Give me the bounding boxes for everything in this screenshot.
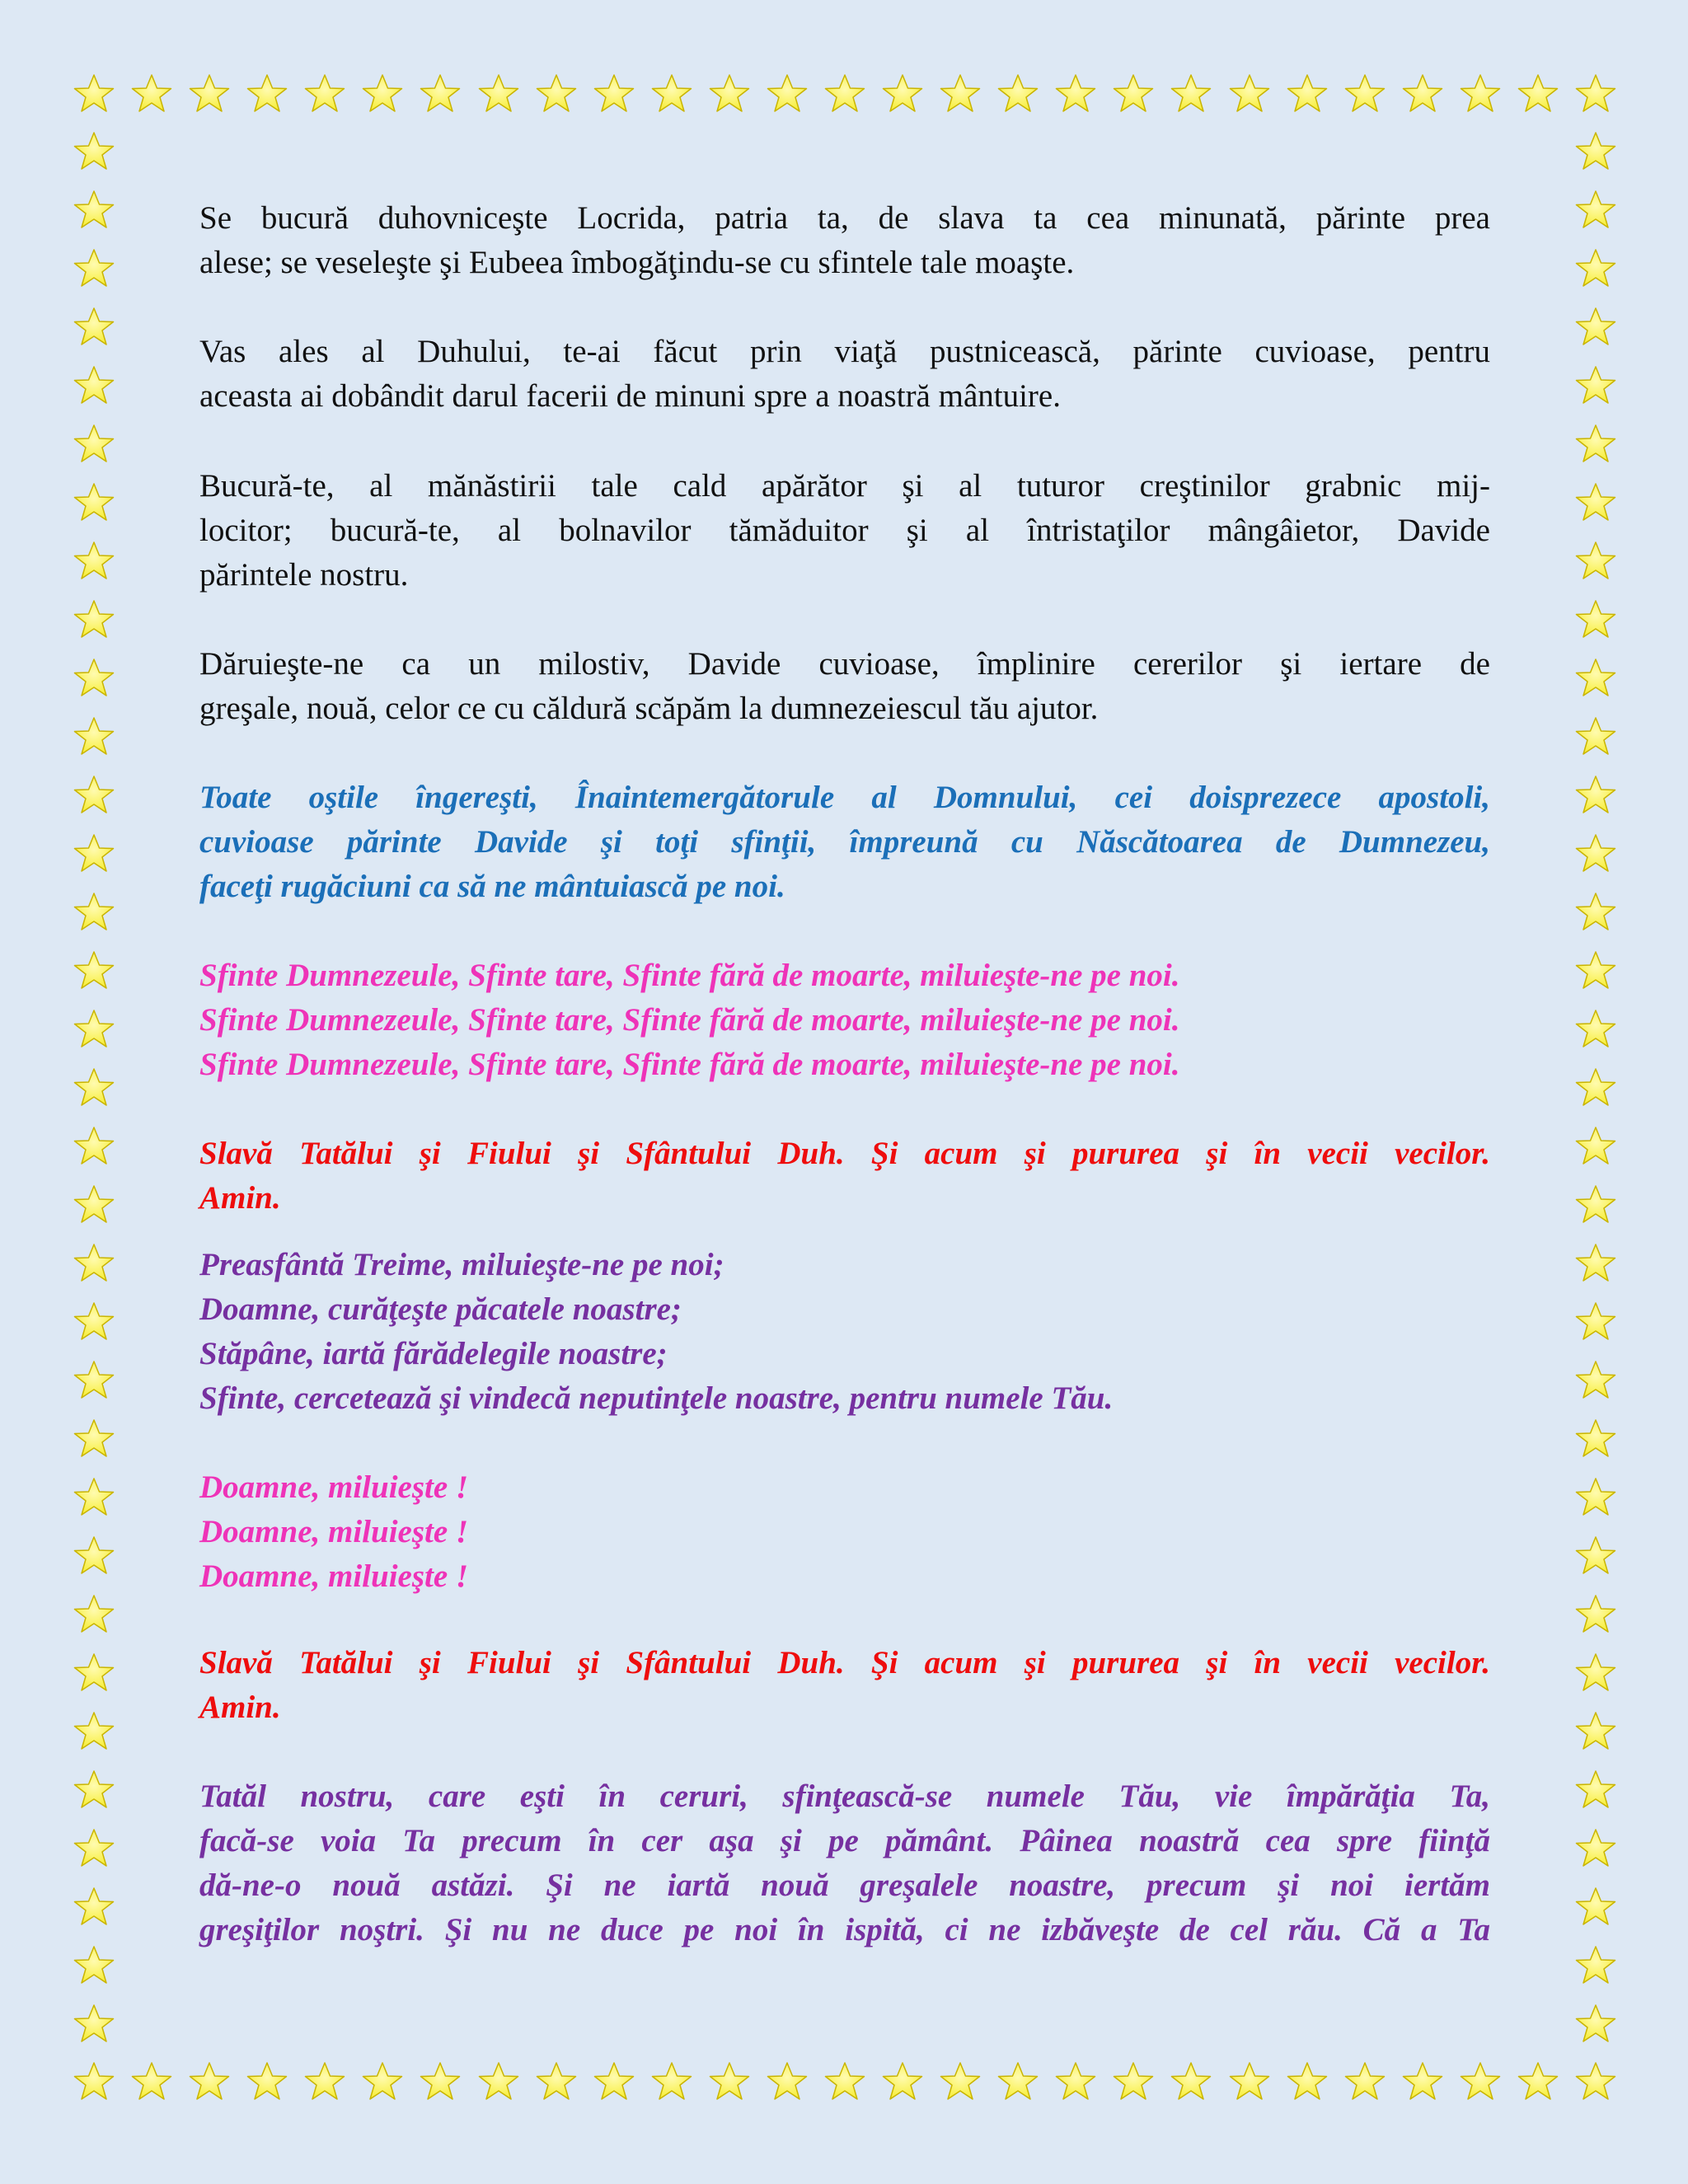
star-icon (823, 73, 866, 115)
star-icon (73, 73, 115, 115)
star-icon (1574, 1125, 1617, 1168)
star-icon (477, 73, 520, 115)
star-icon (1574, 832, 1617, 875)
text-line: locitor; bucură-te, al bolnavilor tămăduitor şi al întristaţilor mângâietor, Davide (199, 513, 1490, 548)
star-icon (1574, 423, 1617, 466)
text-line: Doamne, miluieşte ! (199, 1469, 469, 1505)
paragraph-slava-1 (199, 1132, 1490, 1221)
star-icon (1517, 73, 1559, 115)
star-icon (996, 2060, 1039, 2103)
star-icon (1517, 2060, 1559, 2103)
star-icon (1228, 73, 1271, 115)
star-icon (1574, 481, 1617, 524)
paragraph-preasfanta-treime (199, 1243, 1490, 1421)
star-icon (1170, 73, 1212, 115)
star-icon (73, 1710, 115, 1753)
star-icon (73, 774, 115, 817)
paragraph-tatal-nostru (199, 1774, 1490, 1952)
star-icon (1574, 1593, 1617, 1636)
star-icon (1112, 73, 1155, 115)
star-icon (73, 423, 115, 466)
star-icon (73, 657, 115, 700)
text-line: Amin. (199, 1690, 281, 1725)
star-icon (1228, 2060, 1271, 2103)
star-icon (1574, 1535, 1617, 1577)
star-icon (419, 2060, 462, 2103)
star-icon (246, 73, 288, 115)
star-icon (1286, 2060, 1329, 2103)
star-icon (1574, 1183, 1617, 1226)
star-icon (708, 2060, 751, 2103)
star-icon (73, 1593, 115, 1636)
star-icon (1574, 1066, 1617, 1109)
star-icon (73, 1125, 115, 1168)
star-icon (1574, 2003, 1617, 2046)
star-icon (1459, 73, 1502, 115)
star-icon (73, 364, 115, 407)
star-icon (1401, 73, 1444, 115)
star-icon (73, 130, 115, 173)
paragraph-daruieste (199, 642, 1490, 731)
paragraph-slava-2 (199, 1641, 1490, 1730)
star-icon (1574, 891, 1617, 934)
star-icon (73, 832, 115, 875)
text-line: Toate oştile îngereşti, Înaintemergătorule al Domnului, cei doisprezece apostoli, (199, 780, 1490, 815)
star-icon (1574, 1008, 1617, 1051)
text-line: Se bucură duhovniceşte Locrida, patria ta, de slava ta cea minunată, părinte prea (199, 200, 1490, 236)
star-icon (593, 73, 635, 115)
star-icon (73, 1242, 115, 1285)
star-icon (939, 2060, 982, 2103)
star-icon (1112, 2060, 1155, 2103)
star-icon (766, 2060, 809, 2103)
text-line: alese; se veseleşte şi Eubeea îmbogăţindu-se cu sfintele tale moaşte. (199, 245, 1075, 280)
star-icon (73, 1476, 115, 1519)
text-line: greşiţilor noştri. Şi nu ne duce pe noi în ispită, ci ne izbăveşte de cel rău. Că a Ta (199, 1912, 1490, 1947)
star-icon (419, 73, 462, 115)
star-icon (361, 2060, 404, 2103)
text-line: Dăruieşte-ne ca un milostiv, Davide cuvioase, împlinire cererilor şi iertare de (199, 646, 1490, 682)
star-icon (881, 2060, 924, 2103)
text-line: Slavă Tatălui şi Fiului şi Sfântului Duh. Şi acum şi pururea şi în vecii vecilor. (199, 1136, 1490, 1171)
text-line: greşale, nouă, celor ce cu căldură scăpăm la dumnezeiescul tău ajutor. (199, 691, 1099, 726)
star-icon (1574, 598, 1617, 641)
star-icon (73, 598, 115, 641)
star-icon (1343, 2060, 1386, 2103)
star-icon (73, 2060, 115, 2103)
star-icon (1459, 2060, 1502, 2103)
star-icon (1401, 2060, 1444, 2103)
star-icon (73, 189, 115, 232)
star-icon (650, 2060, 693, 2103)
star-icon (73, 306, 115, 349)
star-icon (1170, 2060, 1212, 2103)
star-icon (1574, 130, 1617, 173)
star-icon (1574, 364, 1617, 407)
star-icon (361, 73, 404, 115)
star-icon (1574, 1827, 1617, 1870)
text-line: Sfinte Dumnezeule, Sfinte tare, Sfinte fără de moarte, miluieşte-ne pe noi. (199, 1047, 1180, 1082)
text-line: Vas ales al Duhului, te-ai făcut prin viaţă pustnicească, părinte cuvioase, pentru (199, 334, 1490, 369)
star-icon (1574, 1476, 1617, 1519)
star-icon (535, 73, 578, 115)
star-icon (1574, 73, 1617, 115)
star-icon (708, 73, 751, 115)
star-icon (73, 1886, 115, 1929)
text-line: faceţi rugăciuni ca să ne mântuiască pe noi. (199, 869, 785, 904)
text-line: Doamne, miluieşte ! (199, 1514, 469, 1549)
star-icon (1574, 306, 1617, 349)
star-icon (73, 1301, 115, 1343)
star-icon (246, 2060, 288, 2103)
text-line: Doamne, curăţeşte păcatele noastre; (199, 1291, 682, 1327)
star-icon (303, 2060, 346, 2103)
text-line: Sfinte Dumnezeule, Sfinte tare, Sfinte fără de moarte, miluieşte-ne pe noi. (199, 958, 1180, 993)
star-icon (73, 1008, 115, 1051)
star-icon (73, 2003, 115, 2046)
star-icon (766, 73, 809, 115)
star-icon (1574, 1944, 1617, 1987)
star-icon (1574, 2060, 1617, 2103)
star-icon (1574, 1886, 1617, 1929)
text-line: dă-ne-o nouă astăzi. Şi ne iartă nouă greşalele noastre, precum şi noi iertăm (199, 1868, 1490, 1903)
star-icon (73, 481, 115, 524)
star-icon (73, 1827, 115, 1870)
star-icon (1574, 1710, 1617, 1753)
star-icon (823, 2060, 866, 2103)
star-icon (1574, 1301, 1617, 1343)
text-line: facă-se voia Ta precum în cer aşa şi pe pământ. Pâinea noastră cea spre fiinţă (199, 1823, 1490, 1858)
star-icon (303, 73, 346, 115)
star-icon (73, 247, 115, 290)
paragraph-doamne-miluieste (199, 1465, 1490, 1599)
star-icon (130, 2060, 173, 2103)
star-icon (1343, 73, 1386, 115)
star-icon (1574, 1242, 1617, 1285)
star-icon (535, 2060, 578, 2103)
text-line: Bucură-te, al mănăstirii tale cald apărător şi al tuturor creştinilor grabnic mij- (199, 468, 1490, 504)
paragraph-bucura-te (199, 464, 1490, 598)
star-icon (1574, 247, 1617, 290)
star-icon (1574, 1769, 1617, 1811)
star-icon (73, 715, 115, 758)
star-icon (939, 73, 982, 115)
star-icon (1054, 73, 1097, 115)
star-icon (73, 1769, 115, 1811)
text-line: Doamne, miluieşte ! (199, 1558, 469, 1594)
star-icon (650, 73, 693, 115)
text-line: cuvioase părinte Davide şi toţi sfinţii, împreună cu Născătoarea de Dumnezeu, (199, 824, 1490, 860)
star-icon (188, 73, 231, 115)
star-icon (73, 540, 115, 583)
star-icon (73, 1359, 115, 1402)
text-line: Stăpâne, iartă fărădelegile noastre; (199, 1336, 668, 1371)
star-icon (1574, 1652, 1617, 1694)
star-icon (73, 1652, 115, 1694)
star-icon (130, 73, 173, 115)
star-icon (73, 891, 115, 934)
star-icon (1574, 1359, 1617, 1402)
text-line: Preasfântă Treime, miluieşte-ne pe noi; (199, 1247, 724, 1282)
star-icon (73, 1066, 115, 1109)
text-line: aceasta ai dobândit darul facerii de minuni spre a noastră mântuire. (199, 378, 1061, 414)
text-line: Sfinte Dumnezeule, Sfinte tare, Sfinte fără de moarte, miluieşte-ne pe noi. (199, 1002, 1180, 1038)
star-icon (188, 2060, 231, 2103)
star-icon (1286, 73, 1329, 115)
star-icon (1574, 774, 1617, 817)
paragraph-vas-ales (199, 330, 1490, 419)
star-icon (1574, 540, 1617, 583)
text-line: părintele nostru. (199, 557, 409, 593)
star-icon (477, 2060, 520, 2103)
paragraph-toate-ostile (199, 776, 1490, 909)
star-icon (73, 1535, 115, 1577)
text-line: Tatăl nostru, care eşti în ceruri, sfinţească-se numele Tău, vie împărăţia Ta, (199, 1779, 1490, 1814)
star-icon (1054, 2060, 1097, 2103)
text-line: Amin. (199, 1180, 281, 1216)
paragraph-locrida (199, 196, 1490, 285)
star-icon (1574, 657, 1617, 700)
star-icon (996, 73, 1039, 115)
star-icon (881, 73, 924, 115)
star-icon (73, 1418, 115, 1460)
paragraph-sfinte-dumnezeule (199, 954, 1490, 1087)
text-line: Slavă Tatălui şi Fiului şi Sfântului Duh. Şi acum şi pururea şi în vecii vecilor. (199, 1645, 1490, 1680)
text-line: Sfinte, cercetează şi vindecă neputinţele noastre, pentru numele Tău. (199, 1380, 1114, 1416)
star-icon (1574, 1418, 1617, 1460)
star-icon (1574, 189, 1617, 232)
star-icon (1574, 715, 1617, 758)
star-icon (593, 2060, 635, 2103)
star-icon (73, 1183, 115, 1226)
star-icon (73, 949, 115, 992)
star-icon (1574, 949, 1617, 992)
star-icon (73, 1944, 115, 1987)
